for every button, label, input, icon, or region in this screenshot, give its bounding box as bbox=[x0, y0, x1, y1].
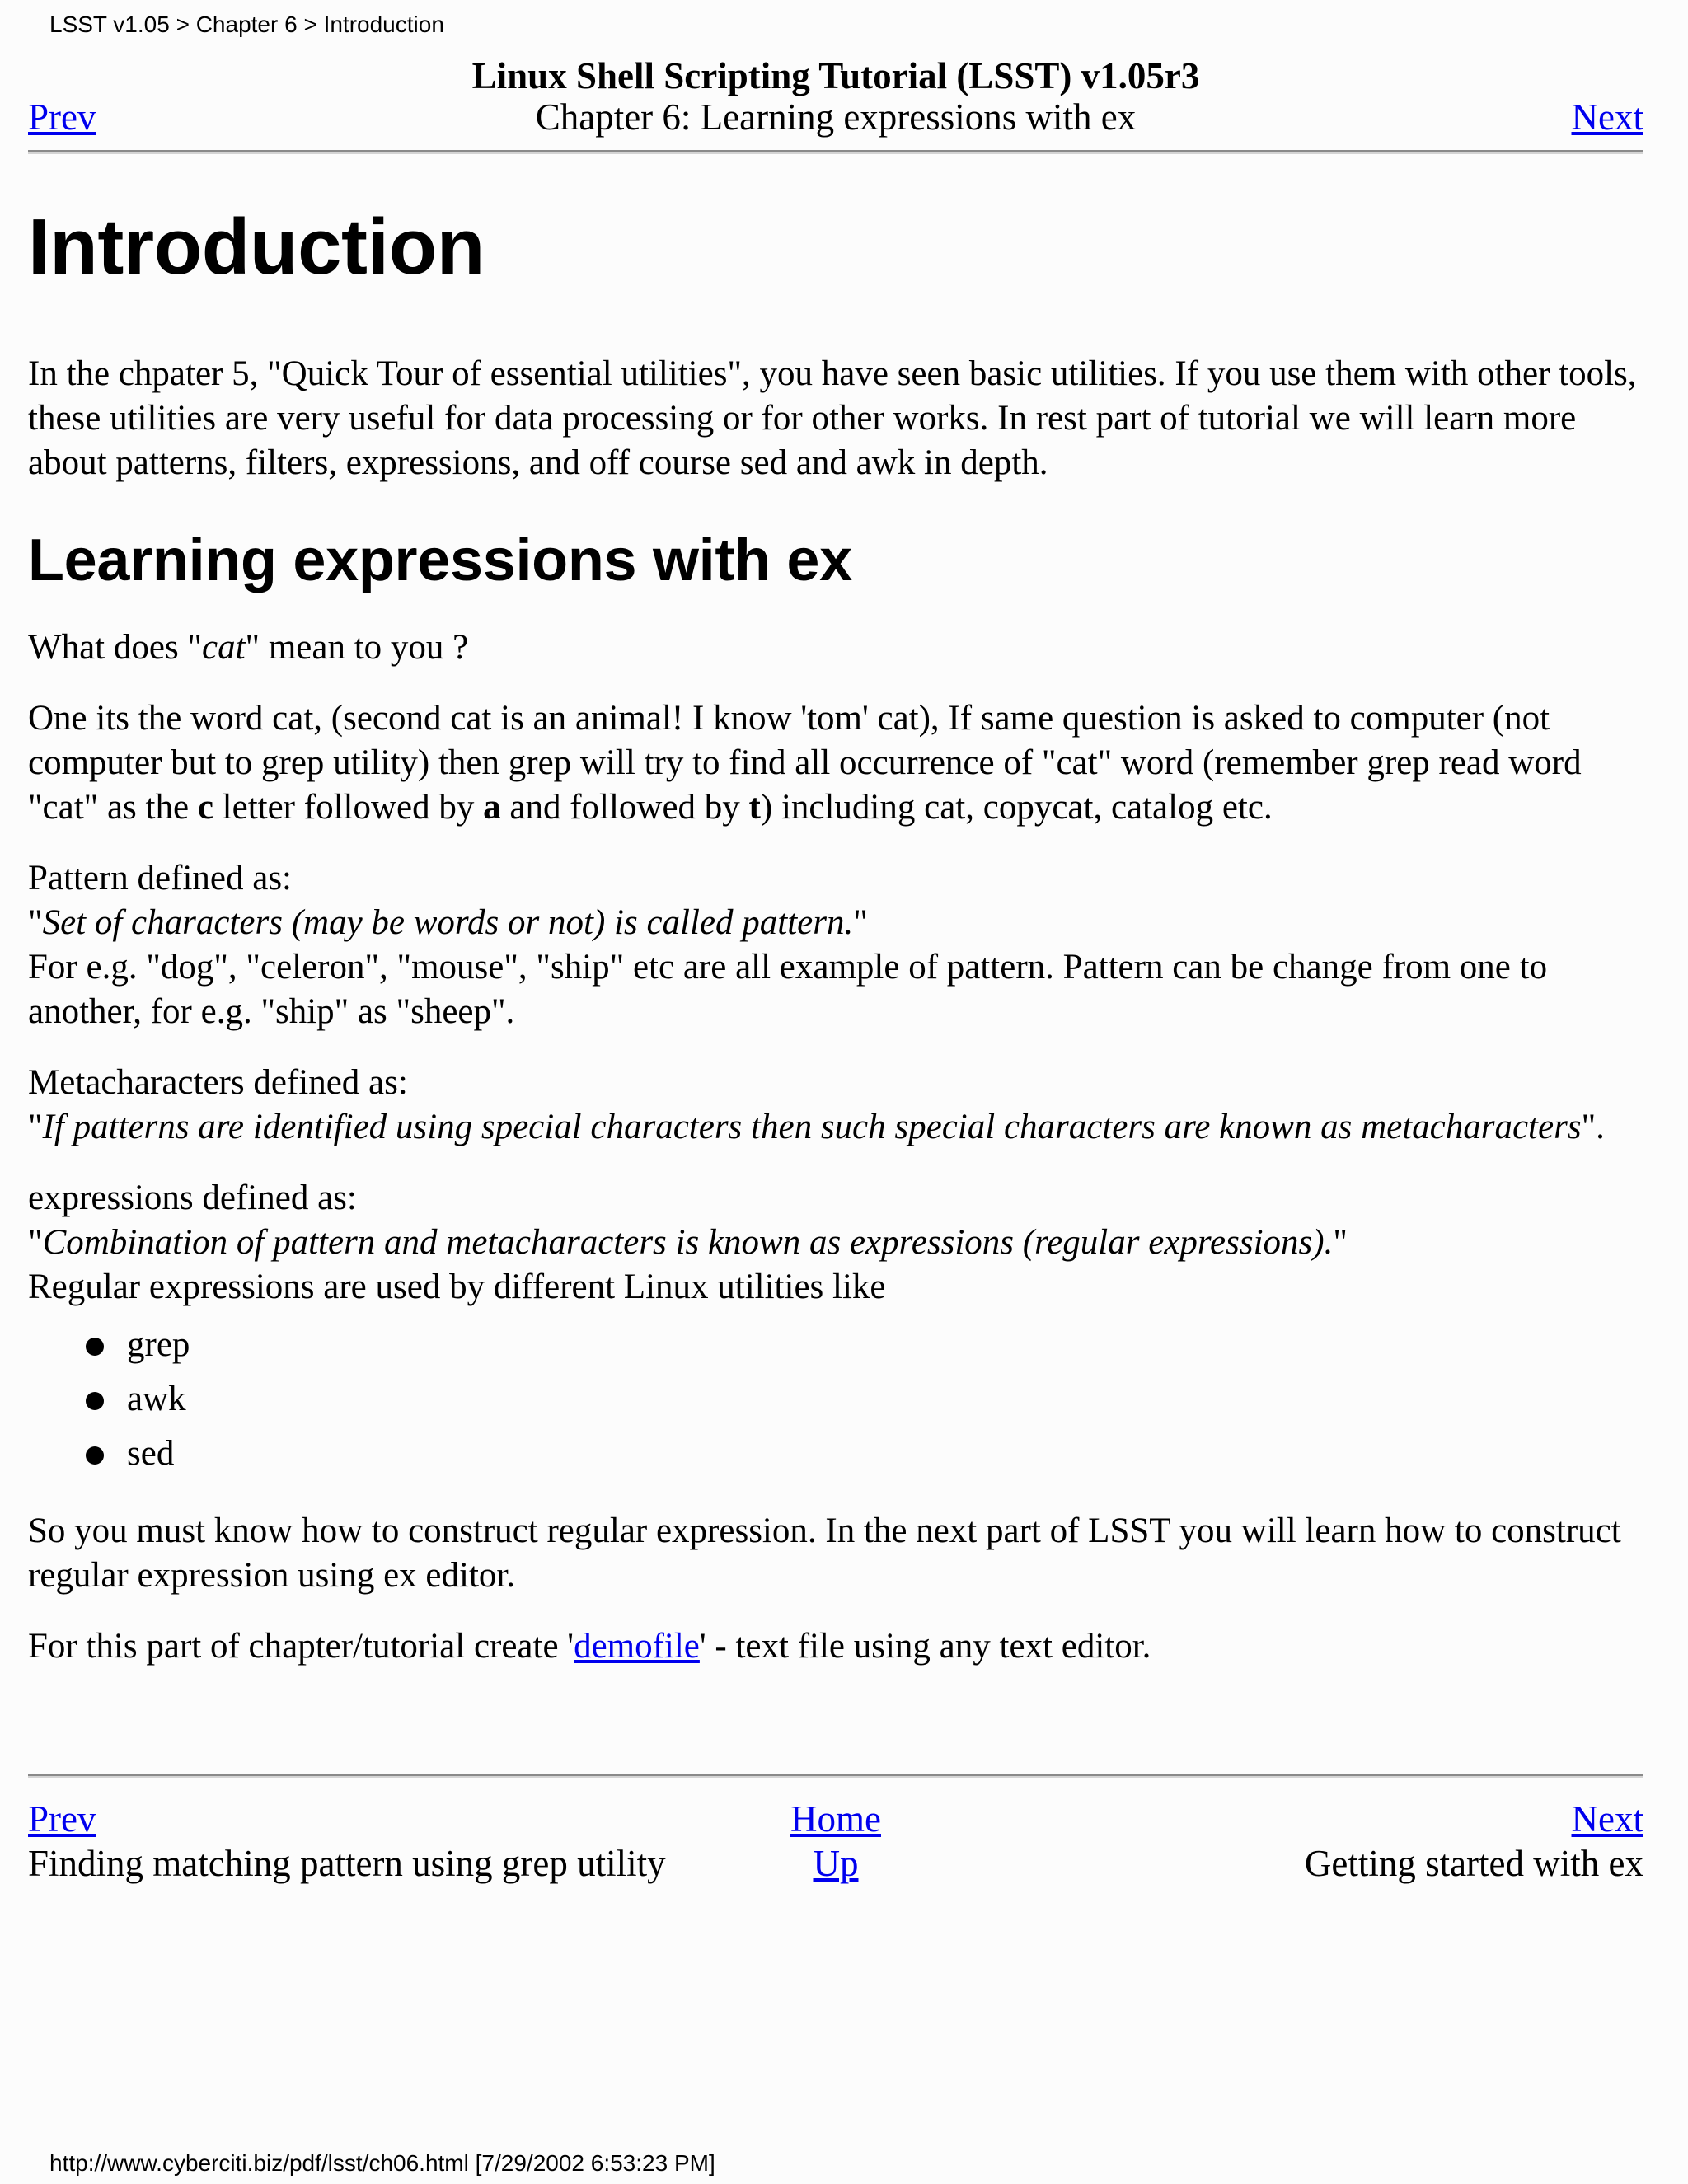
bottom-navigation bbox=[28, 1797, 1643, 1896]
chapter-title: Chapter 6: Learning expressions with ex bbox=[535, 96, 1137, 138]
letter-a: a bbox=[483, 788, 501, 827]
cat-paragraph bbox=[28, 696, 1660, 830]
page-title: Introduction bbox=[28, 203, 485, 291]
bullet-icon bbox=[86, 1446, 104, 1465]
list-item-label: grep bbox=[127, 1325, 190, 1364]
expressions-label: expressions defined as: bbox=[28, 1179, 357, 1217]
print-header: LSST v1.05 > Chapter 6 > Introduction bbox=[49, 12, 444, 37]
letter-c: c bbox=[197, 788, 213, 827]
expressions-paragraph: expressions defined as: "Combination of pattern and metacharacters is known as expressions (regular expressions)." Regular expressions are used by different Linux utilities like bbox=[28, 1179, 1348, 1306]
letter-t: t bbox=[748, 788, 761, 827]
bottom-prev-link[interactable]: Prev bbox=[28, 1798, 96, 1840]
demofile-text-end: ' - text file using any text editor. bbox=[699, 1627, 1151, 1666]
question-cat-word: cat bbox=[202, 628, 246, 667]
expressions-usage: Regular expressions are used by different Linux utilities like bbox=[28, 1268, 886, 1306]
demofile-link[interactable]: demofile bbox=[574, 1627, 700, 1666]
question-paragraph bbox=[28, 626, 1660, 670]
list-item-label: awk bbox=[127, 1380, 186, 1418]
cat-text-2: letter followed by bbox=[213, 788, 484, 827]
question-text-end: " mean to you ? bbox=[245, 628, 469, 667]
list-item bbox=[127, 1372, 1660, 1427]
top-navigation bbox=[28, 51, 1643, 142]
prev-page-title: Finding matching pattern using grep utility bbox=[28, 1843, 666, 1884]
prev-link[interactable]: Prev bbox=[28, 96, 96, 138]
utilities-list bbox=[28, 1318, 1660, 1481]
bullet-icon bbox=[86, 1338, 104, 1356]
home-link-wrap bbox=[28, 1797, 1643, 1841]
home-link[interactable]: Home bbox=[790, 1798, 881, 1840]
metacharacters-definition: If patterns are identified using special characters then such special characters are known as metacharacters bbox=[42, 1108, 1582, 1146]
section-heading: Learning expressions with ex bbox=[28, 527, 852, 593]
metacharacters-label: Metacharacters defined as: bbox=[28, 1063, 408, 1102]
pattern-definition: Set of characters (may be words or not) is called pattern. bbox=[42, 903, 854, 942]
bottom-divider bbox=[28, 1774, 1643, 1778]
intro-paragraph: In the chpater 5, "Quick Tour of essential utilities", you have seen basic utilities. If you use them with other tools, these utilities are very useful for data processing or for other works. In rest part of tutorial we will learn more about patterns, filters, expressions, and off course sed and awk in depth. bbox=[28, 354, 1637, 482]
cat-text-4: ) including cat, copycat, catalog etc. bbox=[760, 788, 1273, 827]
cat-text-3: and followed by bbox=[500, 788, 749, 827]
metacharacters-paragraph: Metacharacters defined as: "If patterns are identified using special characters then such special characters are known as metacharacters". bbox=[28, 1063, 1605, 1146]
next-page-title: Getting started with ex bbox=[1304, 1843, 1643, 1884]
tutorial-title: Linux Shell Scripting Tutorial (LSST) v1.05r3 bbox=[471, 55, 1200, 96]
expressions-definition: Combination of pattern and metacharacters is known as expressions (regular expressions). bbox=[42, 1223, 1334, 1262]
next-link[interactable]: Next bbox=[1571, 96, 1643, 138]
print-footer: http://www.cyberciti.biz/pdf/lsst/ch06.html [7/29/2002 6:53:23 PM] bbox=[49, 2150, 715, 2176]
demofile-paragraph bbox=[28, 1624, 1660, 1669]
bullet-icon bbox=[86, 1392, 104, 1410]
top-divider bbox=[28, 150, 1643, 154]
main-content bbox=[28, 202, 1660, 1695]
pattern-example: For e.g. "dog", "celeron", "mouse", "ship" etc are all example of pattern. Pattern can be change from one to another, for e.g. "ship" as "sheep". bbox=[28, 948, 1548, 1031]
construct-paragraph: So you must know how to construct regular expression. In the next part of LSST you will learn how to construct regular expression using ex editor. bbox=[28, 1511, 1621, 1595]
pattern-label: Pattern defined as: bbox=[28, 859, 293, 898]
pattern-paragraph: Pattern defined as: "Set of characters (may be words or not) is called pattern." For e.g. "dog", "celeron", "mouse", "ship" etc are all example of pattern. Pattern can be change from one to another, for e.g. "ship" as "sheep". bbox=[28, 859, 1548, 1031]
metacharacters-end: ". bbox=[1581, 1108, 1605, 1146]
cat-text-1: One its the word cat, (second cat is an animal! I know 'tom' cat), If same question is asked to computer (not computer but to grep utility) then grep will try to find all occurrence of "cat" word (remember grep read word "cat" as the bbox=[28, 699, 1582, 827]
question-text-start: What does " bbox=[28, 628, 202, 667]
list-item-label: sed bbox=[127, 1434, 175, 1473]
demofile-text-start: For this part of chapter/tutorial create ' bbox=[28, 1627, 574, 1666]
list-item bbox=[127, 1318, 1660, 1372]
up-link[interactable]: Up bbox=[813, 1843, 859, 1884]
bottom-next-link[interactable]: Next bbox=[1571, 1798, 1643, 1840]
list-item bbox=[127, 1427, 1660, 1481]
